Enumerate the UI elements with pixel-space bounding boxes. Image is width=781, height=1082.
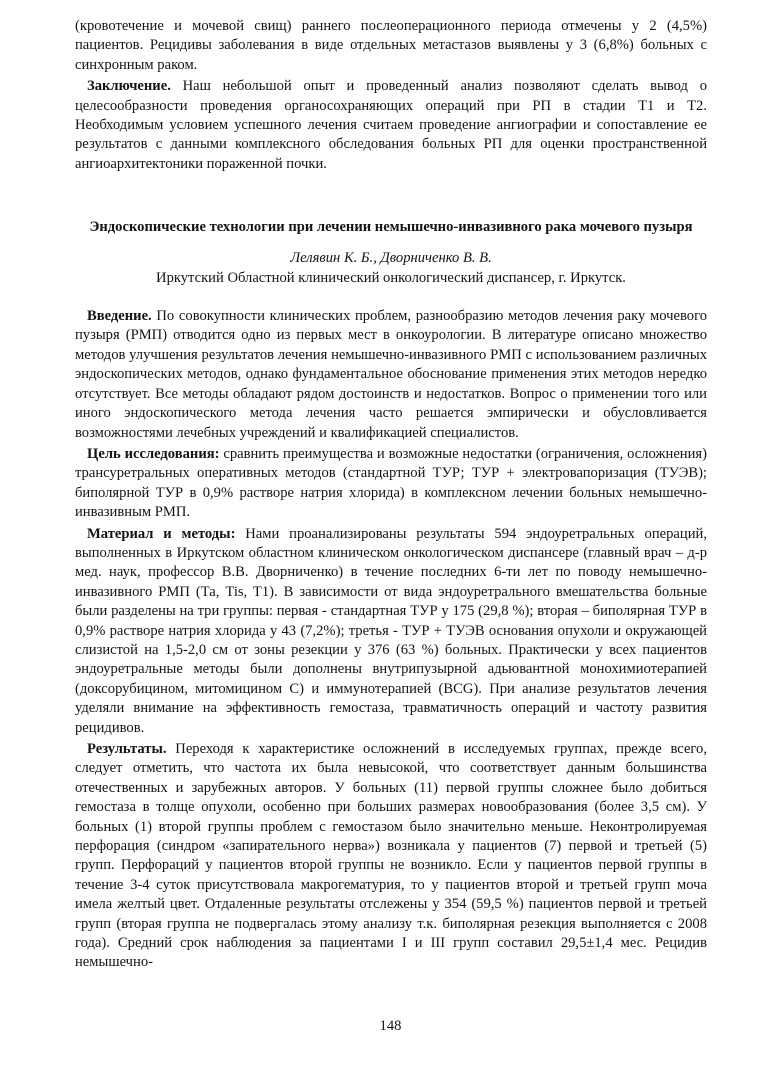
previous-article-paragraph: (кровотечение и мочевой свищ) раннего послеоперационного периода отмечены у 2 (4,5%) пациентов. Рецидивы заболевания в виде отдельных метастазов выявлены у 3 (6,8%) больных с синхронным раком. xyxy=(75,18,707,73)
results-heading: Результаты. xyxy=(87,741,167,757)
introduction-heading: Введение. xyxy=(87,308,152,325)
aim-paragraph xyxy=(75,445,707,523)
methods-paragraph xyxy=(75,525,707,738)
conclusion-heading: Заключение. xyxy=(87,78,171,95)
article-title: Эндоскопические технологии при лечении немышечно-инвазивного рака мочевого пузыря xyxy=(89,219,693,236)
conclusion-text: Наш небольшой опыт и проведенный анализ позволяют сделать вывод о целесообразности проведения органосохраняющих операций при РП в стадии Т1 и Т2. Необходимым условием успешного лечения считаем проведение ангиографии и сопоставление ее результатов с данными комплексного обследования больных РП для оценки пространственной ангиоархитектоники пораженной почки. xyxy=(75,78,707,172)
methods-text: Нами проанализированы результаты 594 эндоуретральных операций, выполненных в Иркутском областном клиническом онкологическом диспансере (главный врач – д-р мед. наук, профессор В.В. Дворниченко) в течение последних 6-ти лет по поводу немышечно-инвазивного РМП (Та, Tis, T1). В зависимости от вида эндоуретрального вмешательства больные были разделены на три группы: первая - стандартная ТУР у 175 (29,8 %); вторая – биполярная ТУР в 0,9% растворе натрия хлорида у 43 (7,2%); третья - ТУР + ТУЭВ основания опухоли и окружающей слизистой на 1,5-2,0 см от зоны резекции у 376 (63 %) больных. Практически у всех пациентов эндоуретральные методы были дополнены внутрипузырной адьювантной монохимиотерапией (доксорубицином, митомицином С) и иммунотерапией (BCG). При анализе результатов лечения уделяли внимание на эффективность гемостаза, травматичность операций и частоту развития рецидивов. xyxy=(75,525,707,736)
article-authors: Лелявин К. Б., Дворниченко В. В. xyxy=(290,250,492,267)
introduction-text: По совокупности клинических проблем, разнообразию методов лечения раку мочевого пузыря (РМП) отводится одно из первых мест в онкоурологии. В литературе описано множество методов улучшения результатов лечения немышечно-инвазивного РМП с использованием различных эндоскопических методов, однако фундаментальное обоснование применения этих методов нередко отсутствует. Все методы обладают рядом достоинств и недостатков. Вопрос о применении того или иного эндоскопического метода лечения часто решается эмпирически и обусловливается возможностями лечебных учреждений и квалификацией специалистов. xyxy=(75,308,707,441)
results-paragraph xyxy=(75,740,707,973)
results-text: Переходя к характеристике осложнений в исследуемых группах, прежде всего, следует отметить, что частота их была невысокой, что соответствует данным большинства отечественных и зарубежных авторов. У больных (11) первой группы сложнее было добиться гемостаза в толще опухоли, особенно при больших размерах новообразования (более 3,5 см). У больных (1) второй группы проблем с гемостазом было значительно меньше. Неконтролируемая перфорация (синдром «запирательного нерва») возникала у пациентов (7) первой и третьей (5) групп. Перфораций у пациентов второй группы не возникло. Если у пациентов первой группы в течение 3-4 суток присутствовала макрогематурия, то у пациентов второй и третьей групп моча имела желтый цвет. Отдаленные результаты отслежены у 354 (59,5 %) пациентов первой и третьей групп (вторая группа не подвергалась этому анализу т.к. биполярная резекция выполняется с 2008 года). Средний срок наблюдения за пациентами I и III групп составил 29,5±1,4 мес. Рецидив немышечно- xyxy=(75,741,707,971)
conclusion-paragraph xyxy=(75,77,707,174)
aim-heading: Цель исследования: xyxy=(87,445,220,462)
methods-heading: Материал и методы: xyxy=(87,525,236,542)
introduction-paragraph xyxy=(75,307,707,443)
page-number: 148 xyxy=(379,1018,402,1034)
article-affiliation: Иркутский Областной клинический онкологический диспансер, г. Иркутск. xyxy=(156,269,626,286)
page-content xyxy=(75,17,707,973)
aim-text: сравнить преимущества и возможные недостатки (ограничения, осложнения) трансуретральных оперативных методов (стандартной ТУР; ТУР + электровапоризация (ТУЭВ); биполярной ТУР в 0,9% растворе натрия хлорида) в комплексном лечении больных немышечно-инвазивным РМП. xyxy=(75,445,707,521)
